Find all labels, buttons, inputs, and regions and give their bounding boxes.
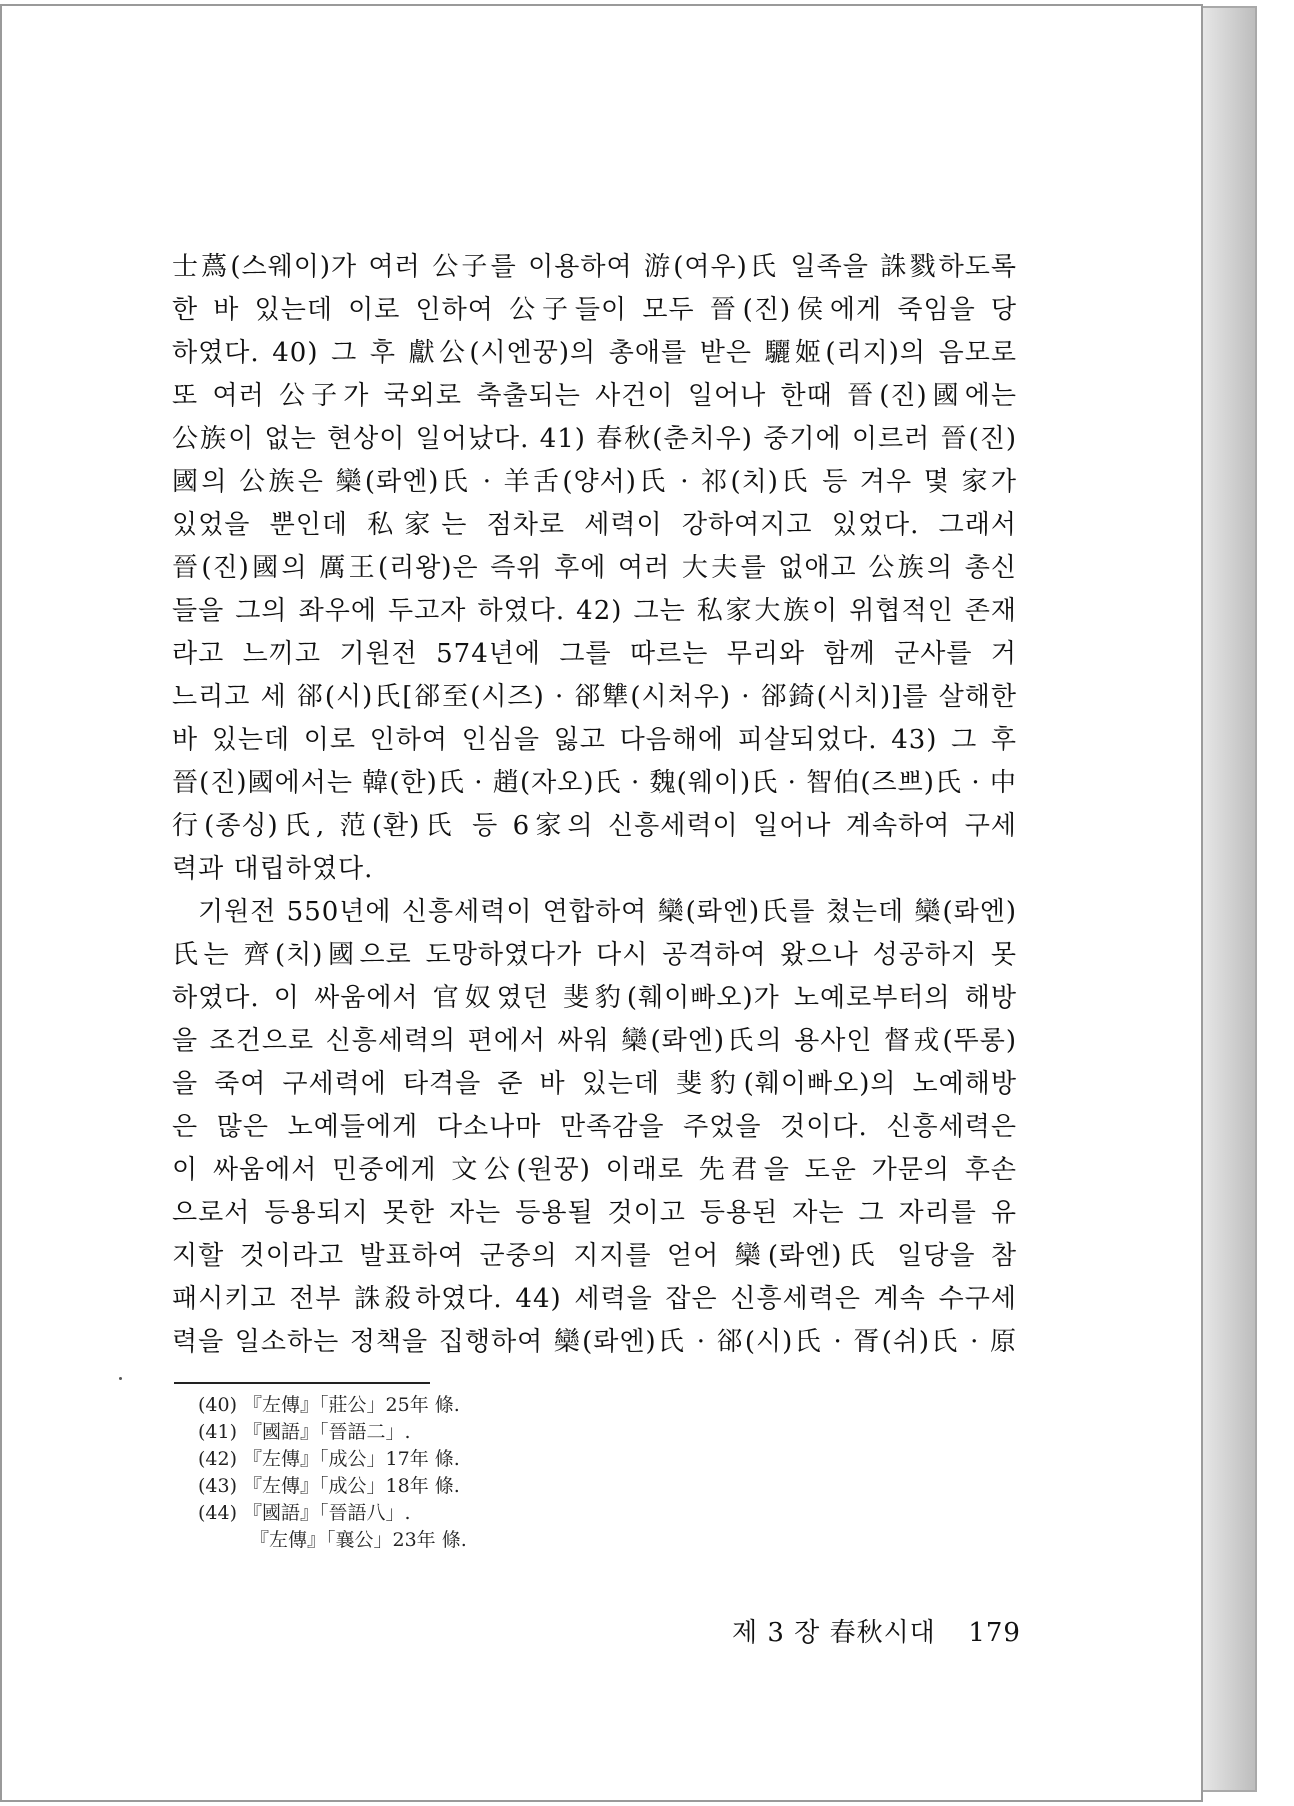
text-line: 晉(진)國의 厲王(리왕)은 즉위 후에 여러 大夫를 없애고 公族의 총신	[172, 553, 1017, 583]
chapter-title: 제 3 장 春秋시대	[732, 1618, 936, 1648]
footnotes	[198, 1392, 467, 1554]
text-line: 行(종싱)氏, 范(환)氏 등 6家의 신흥세력이 일어나 계속하여 구세	[172, 811, 1017, 841]
text-line: 력과 대립하였다.	[172, 854, 374, 884]
text-line: 公族이 없는 현상이 일어났다. 41) 春秋(춘치우) 중기에 이르러 晉(진)	[172, 424, 1017, 454]
footnote: (40) 『左傳』「莊公」25年 條.	[198, 1394, 460, 1416]
text-line: 력을 일소하는 정책을 집행하여 欒(롸엔)氏 · 郤(시)氏 · 胥(쉬)氏 · 原	[172, 1327, 1017, 1357]
text-line: 晉(진)國에서는 韓(한)氏 · 趙(자오)氏 · 魏(웨이)氏 · 智伯(즈쁘)氏 · 中	[172, 768, 1017, 798]
footnote: (41) 『國語』「晉語二」.	[198, 1421, 411, 1443]
text-line: 기원전 550년에 신흥세력이 연합하여 欒(롸엔)氏를 쳤는데 欒(롸엔)	[198, 897, 1017, 927]
text-line: 으로서 등용되지 못한 자는 등용될 것이고 등용된 자는 그 자리를 유	[172, 1198, 1017, 1228]
speck	[119, 1377, 122, 1380]
text-line: 하였다. 40) 그 후 獻公(시엔꿍)의 총애를 받은 驪姬(리지)의 음모로	[172, 338, 1017, 368]
text-line: 지할 것이라고 발표하여 군중의 지지를 얻어 欒(롸엔)氏 일당을 참	[172, 1241, 1017, 1271]
text-line: 한 바 있는데 이로 인하여 公子들이 모두 晉(진)侯에게 죽임을 당	[172, 295, 1017, 325]
running-footer	[732, 1612, 1022, 1649]
text-line: 이 싸움에서 민중에게 文公(원꿍) 이래로 先君을 도운 가문의 후손	[172, 1155, 1017, 1185]
footnote: (43) 『左傳』「成公」18年 條.	[198, 1475, 460, 1497]
text-line: 國의 公族은 欒(롸엔)氏 · 羊舌(양서)氏 · 祁(치)氏 등 겨우 몇 家가	[172, 467, 1017, 497]
text-line: 을 죽여 구세력에 타격을 준 바 있는데 斐豹(훼이빠오)의 노예해방	[172, 1069, 1017, 1099]
page-number: 179	[968, 1618, 1021, 1648]
text-line: 패시키고 전부 誅殺하였다. 44) 세력을 잡은 신흥세력은 계속 수구세	[172, 1284, 1017, 1314]
text-line: 라고 느끼고 기원전 574년에 그를 따르는 무리와 함께 군사를 거	[172, 639, 1017, 669]
body-text	[172, 246, 1017, 1364]
footnote: (42) 『左傳』「成公」17年 條.	[198, 1448, 460, 1470]
text-line: 느리고 세 郤(시)氏[郤至(시즈) · 郤犨(시처우) · 郤錡(시치)]를 살해한	[172, 682, 1017, 712]
text-line: 을 조건으로 신흥세력의 편에서 싸워 欒(롸엔)氏의 용사인 督戎(뚜롱)	[172, 1026, 1017, 1056]
text-line: 士蔿(스웨이)가 여러 公子를 이용하여 游(여우)氏 일족을 誅戮하도록	[172, 252, 1017, 282]
text-line: 氏는 齊(치)國으로 도망하였다가 다시 공격하여 왔으나 성공하지 못	[172, 940, 1017, 970]
paragraph-1	[172, 246, 1017, 891]
text-line: 하였다. 이 싸움에서 官奴였던 斐豹(훼이빠오)가 노예로부터의 해방	[172, 983, 1017, 1013]
text-line: 있었을 뿐인데 私家는 점차로 세력이 강하여지고 있었다. 그래서	[172, 510, 1017, 540]
text-line: 바 있는데 이로 인하여 인심을 잃고 다음해에 피살되었다. 43) 그 후	[172, 725, 1017, 755]
text-line: 들을 그의 좌우에 두고자 하였다. 42) 그는 私家大族이 위협적인 존재	[172, 596, 1017, 626]
footnote-divider	[174, 1382, 430, 1384]
footnote: 『左傳』「襄公」23年 條.	[250, 1529, 467, 1551]
footnote: (44) 『國語』「晉語八」.	[198, 1502, 411, 1524]
paragraph-2	[172, 891, 1017, 1364]
text-line: 또 여러 公子가 국외로 축출되는 사건이 일어나 한때 晉(진)國에는	[172, 381, 1017, 411]
book-page-stack	[1197, 6, 1257, 1792]
text-line: 은 많은 노예들에게 다소나마 만족감을 주었을 것이다. 신흥세력은	[172, 1112, 1017, 1142]
